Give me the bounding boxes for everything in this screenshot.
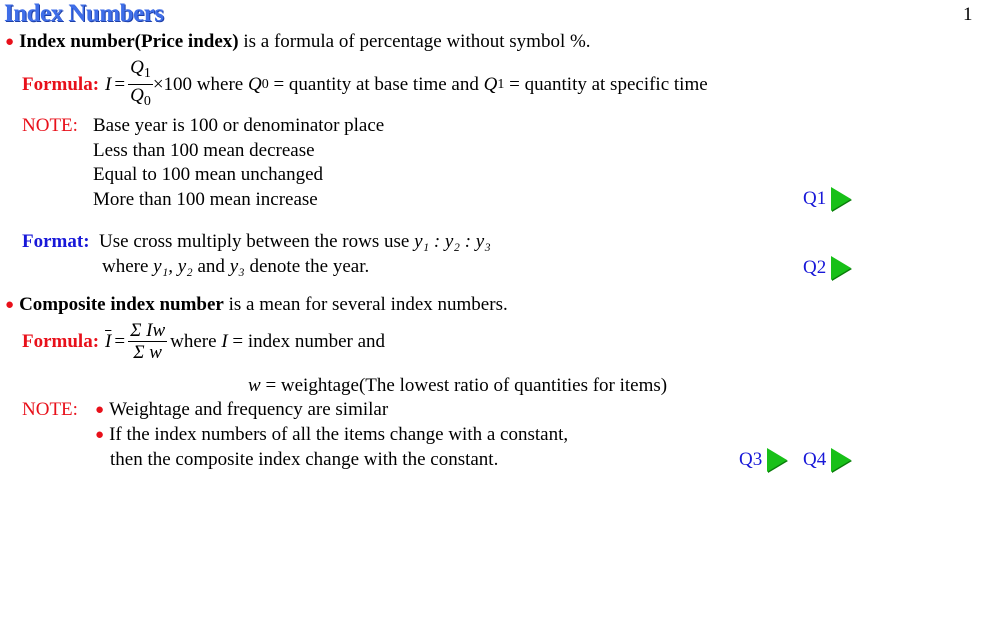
bullet-dot-icon: ●	[95, 402, 105, 418]
format-line-1	[22, 231, 491, 253]
play-icon	[831, 187, 851, 211]
formula-where: where	[170, 330, 222, 352]
formula-numerator-2: Σ Iw	[130, 320, 166, 341]
note2-item-1	[95, 399, 388, 421]
format-vars: y₁, y₂	[153, 256, 193, 277]
w-text: = weightage(The lowest ratio of quantities for items)	[260, 375, 668, 396]
format-line-2	[102, 256, 369, 278]
weightage-definition	[248, 375, 667, 397]
q1-text: = quantity at specific time	[504, 73, 708, 95]
formula-lhs: I	[105, 73, 112, 95]
bullet-dot-icon: ●	[5, 34, 15, 50]
formula-label-2: Formula:	[22, 330, 100, 352]
note-line-2: Less than 100 mean decrease	[93, 140, 315, 161]
play-icon	[831, 256, 851, 280]
formula-composite: Formula: $\overline{I}$ = $\frac{\text{Σ Iw}}{\text{Σ w}}$ where I = index number and	[22, 320, 386, 363]
note-label-2: NOTE:	[22, 399, 78, 420]
formula-lhs-2: $\overline{I}$	[105, 330, 112, 352]
format-var3: y₃	[229, 256, 245, 277]
bullet-text: is a mean for several index numbers.	[223, 294, 508, 315]
format-text: Use cross multiply between the rows use	[99, 231, 415, 252]
page-title: Index Numbers	[4, 0, 164, 27]
page-number: 1	[963, 4, 973, 25]
formula-fraction	[128, 57, 153, 112]
format-where: where	[102, 256, 154, 277]
note2-item-2-text: If the index numbers of all the items change with a constant,	[109, 424, 569, 445]
formula-denominator: Q	[130, 85, 144, 106]
formula-index-number: Formula: I = $\frac{Q_1}{Q_0}$ ×100 where Q 0 = quantity at base time and Q 1 = quantity at specific time	[22, 57, 708, 112]
note2-item-1-text: Weightage and frequency are similar	[109, 399, 389, 420]
formula-numerator-sub: 1	[143, 66, 151, 81]
q2-link[interactable]	[803, 256, 851, 280]
format-ratio: y₁ : y₂ : y₃	[414, 231, 491, 252]
q4-link[interactable]	[803, 448, 851, 472]
note2-item-2	[95, 424, 568, 446]
note-line-3: Equal to 100 mean unchanged	[93, 164, 324, 185]
term-composite-index: Composite index number	[19, 294, 224, 315]
q0-sub: 0	[261, 76, 269, 92]
q3-link[interactable]	[739, 448, 787, 472]
formula-I-var: I	[221, 330, 228, 352]
note-label-1: NOTE:	[22, 115, 78, 136]
bullet-dot-icon: ●	[95, 427, 105, 443]
q1-var: Q	[483, 73, 498, 95]
term-index-number: Index number(Price index)	[19, 31, 239, 52]
bullet-index-number	[5, 31, 591, 53]
formula-I-text: = index number and	[227, 330, 386, 352]
bullet-text: is a formula of percentage without symbol %.	[238, 31, 591, 52]
formula-label: Formula:	[22, 73, 100, 95]
q2-label: Q2	[803, 257, 827, 278]
format-label: Format:	[22, 231, 90, 252]
q1-link[interactable]	[803, 187, 851, 211]
q4-label: Q4	[803, 449, 827, 470]
play-icon	[831, 448, 851, 472]
q0-var: Q	[247, 73, 262, 95]
q3-label: Q3	[739, 449, 763, 470]
q1-sub: 1	[497, 76, 505, 92]
formula-numerator: Q	[130, 57, 144, 78]
formula-times-text: ×100 where	[152, 73, 244, 95]
formula-denominator-sub: 0	[143, 94, 151, 109]
note2-continuation: then the composite index change with the constant.	[110, 449, 499, 470]
note-line-1: Base year is 100 or denominator place	[93, 115, 385, 136]
play-icon	[767, 448, 787, 472]
formula-denominator-2: Σ w	[133, 342, 162, 363]
q0-text: = quantity at base time and	[268, 73, 484, 95]
formula-fraction-2	[128, 320, 167, 363]
format-denote: denote the year.	[244, 256, 370, 277]
bullet-composite-index	[5, 294, 508, 316]
note-line-4: More than 100 mean increase	[93, 189, 318, 210]
q1-label: Q1	[803, 188, 827, 209]
w-var: w	[248, 375, 261, 396]
format-and: and	[192, 256, 230, 277]
bullet-dot-icon: ●	[5, 297, 15, 313]
